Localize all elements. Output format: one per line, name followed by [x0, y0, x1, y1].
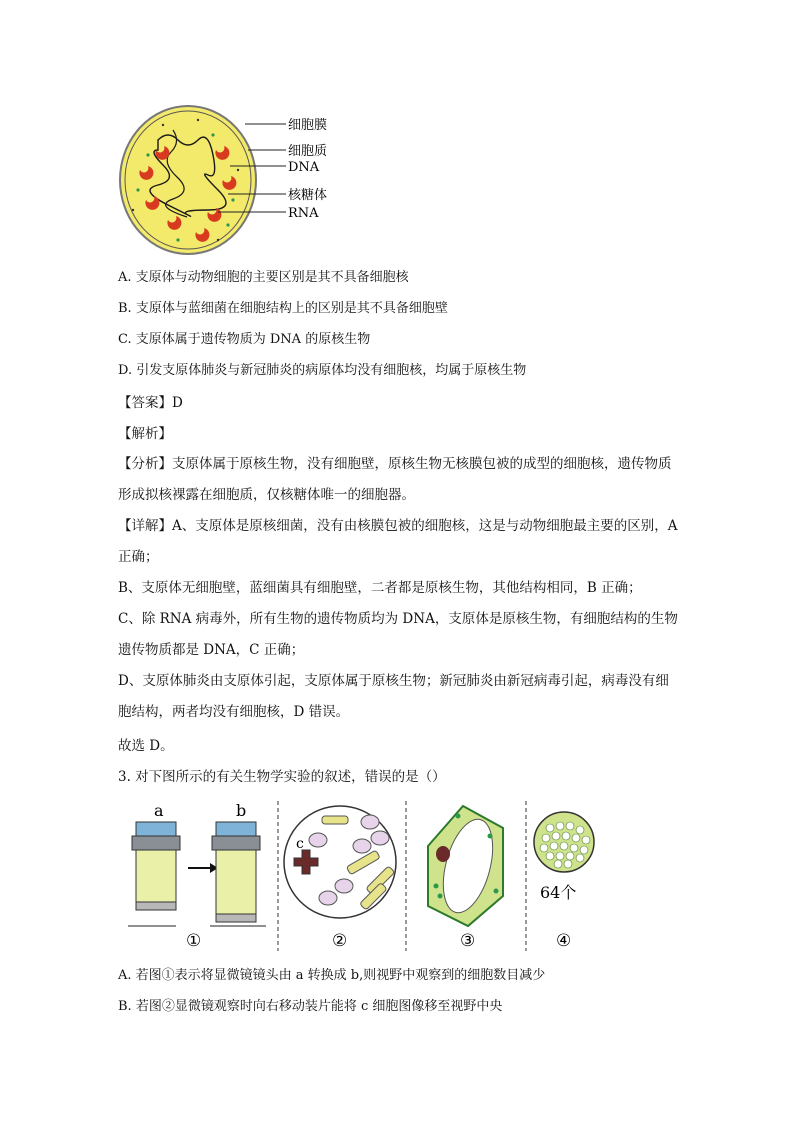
q3-option-a: A. 若图①表示将显微镜镜头由 a 转换成 b,则视野中观察到的细胞数目减少 — [118, 968, 546, 983]
detail-d: D、支原体肺炎由支原体引起，支原体属于原核生物；新冠肺炎由新冠病毒引起，病毒没有细胞结构，两者均没有细胞核，D 错误。 — [118, 673, 669, 720]
analysis-heading: 【解析】 — [118, 426, 172, 442]
analysis-paragraph: 【分析】支原体属于原核生物，没有细胞壁，原核生物无核膜包被的成型的细胞核，遗传物质形成拟核裸露在细胞质，仅核糖体唯一的细胞器。 — [118, 456, 672, 503]
panel-4-num: ④ — [556, 931, 572, 951]
cells-panel — [284, 806, 396, 951]
cell-count-panel — [534, 812, 594, 951]
mycoplasma-diagram — [118, 100, 348, 260]
label-cytoplasm: 细胞质 — [288, 144, 328, 159]
lens-panel — [128, 801, 266, 951]
label-cell-membrane: 细胞膜 — [288, 118, 328, 133]
panel-3-num: ③ — [460, 931, 476, 951]
label-ribosome: 核糖体 — [288, 188, 328, 203]
label-dna: DNA — [288, 160, 320, 175]
option-d: D. 引发支原体肺炎与新冠肺炎的病原体均没有细胞核，均属于原核生物 — [118, 363, 527, 378]
plant-cell-panel — [428, 806, 503, 951]
detail-c: C、除 RNA 病毒外，所有生物的遗传物质均为 DNA，支原体是原核生物，有细胞结构的生物遗传物质都是 DNA，C 正确； — [118, 611, 678, 658]
detail-b: B、支原体无细胞壁，蓝细菌具有细胞壁，二者都是原核生物，其他结构相同，B 正确； — [118, 580, 642, 596]
panel-2-num: ② — [332, 931, 348, 951]
cell-c-label: c — [296, 836, 304, 852]
question-3: 3. 对下图所示的有关生物学实验的叙述，错误的是（） — [118, 769, 446, 785]
detail-a: 【详解】A、支原体是原核细菌，没有由核膜包被的细胞核，这是与动物细胞最主要的区别，A 正确； — [118, 518, 678, 565]
cell-count-label: 64个 — [540, 883, 577, 902]
lens-b-label: b — [236, 801, 247, 820]
option-b: B. 支原体与蓝细菌在细胞结构上的区别是其不具备细胞壁 — [118, 301, 448, 316]
q3-option-b: B. 若图②显微镜观察时向右移动装片能将 c 细胞图像移至视野中央 — [118, 999, 503, 1014]
option-a: A. 支原体与动物细胞的主要区别是其不具备细胞核 — [118, 270, 409, 285]
answer-line: 【答案】D — [118, 395, 183, 411]
conclusion: 故选 D。 — [118, 738, 174, 754]
option-c: C. 支原体属于遗传物质为 DNA 的原核生物 — [118, 332, 371, 347]
lens-a-label: a — [154, 801, 164, 820]
panel-1-num: ① — [186, 931, 202, 951]
label-rna: RNA — [288, 206, 319, 221]
experiment-figures — [118, 796, 598, 956]
